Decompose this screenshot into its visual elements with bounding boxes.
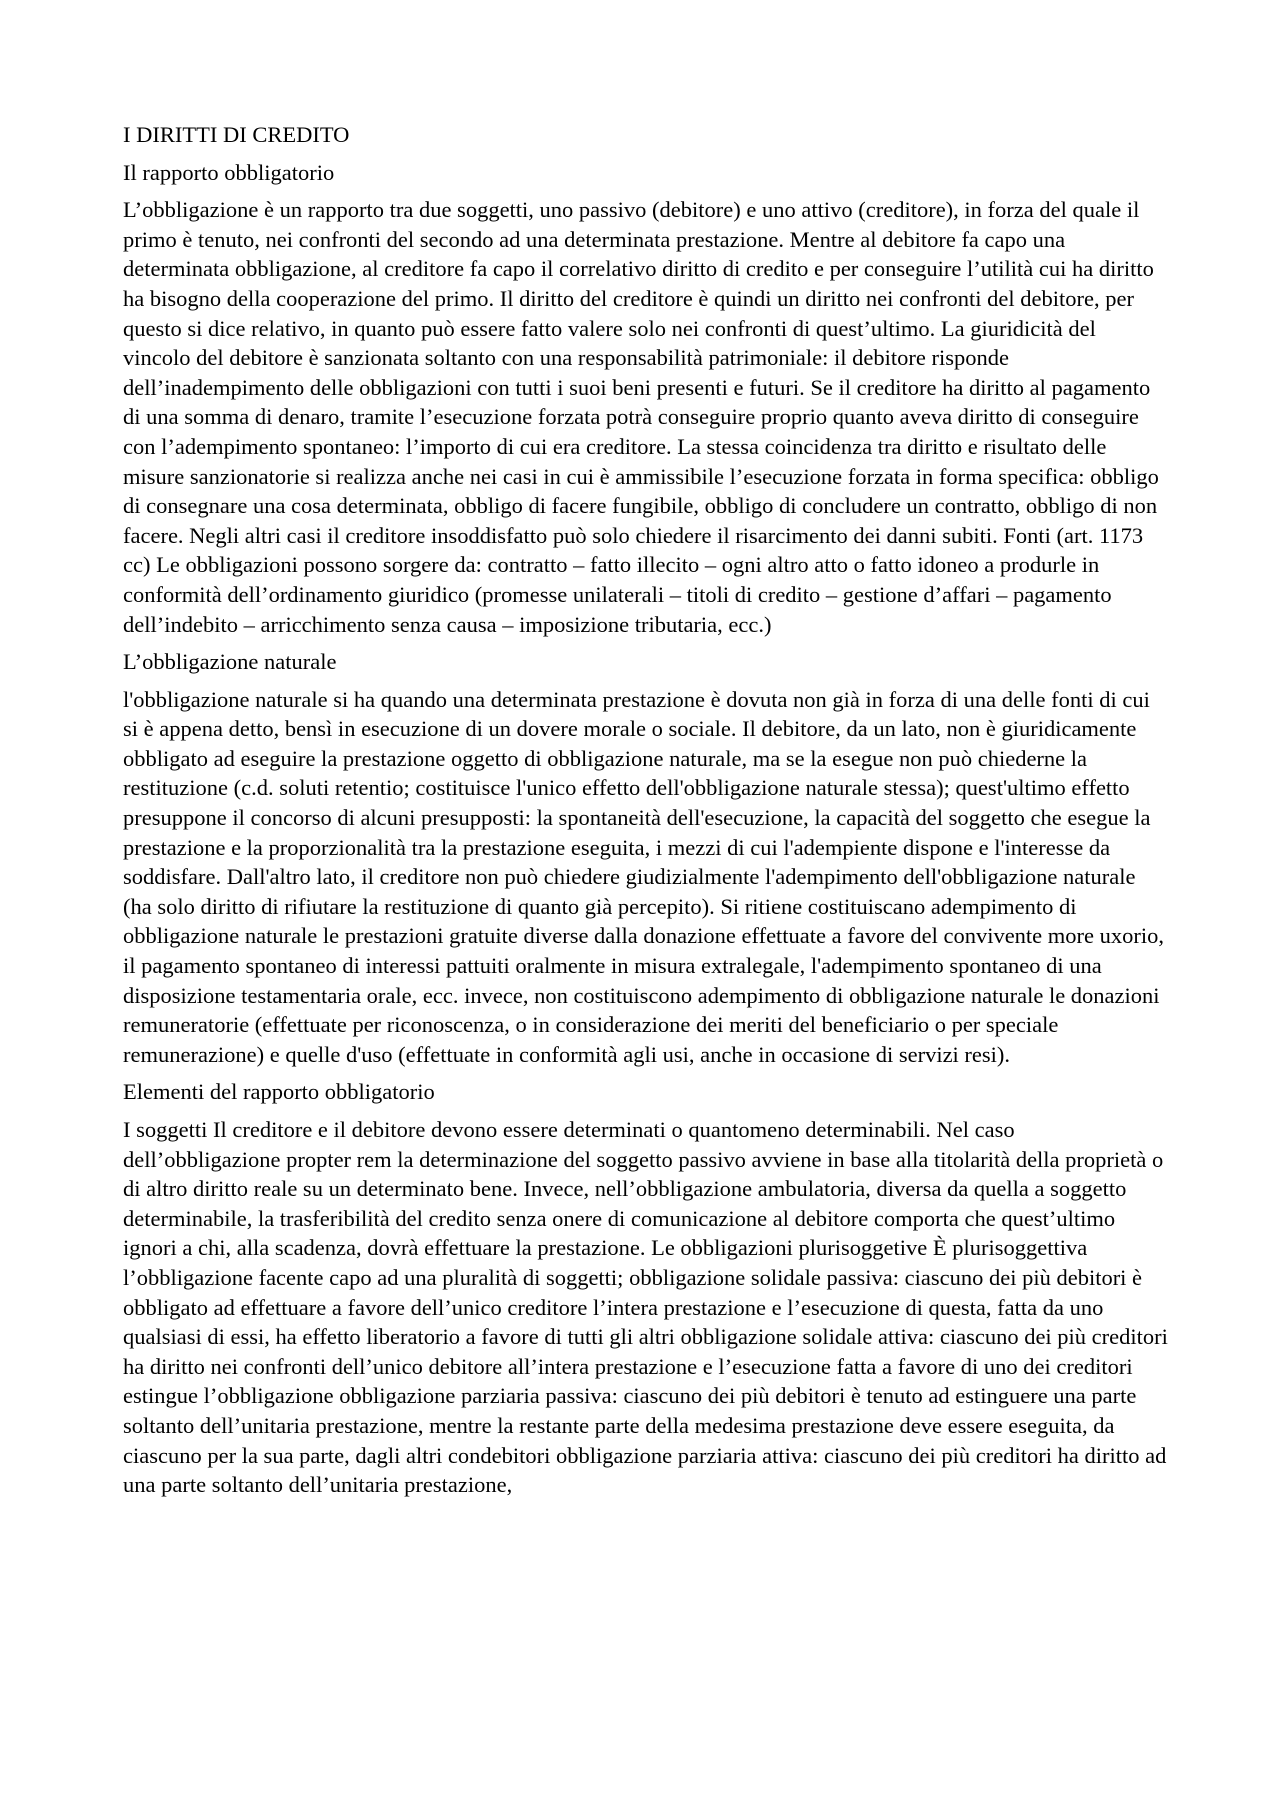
section-body-elementi-rapporto: I soggetti Il creditore e il debitore devono essere determinati o quantomeno determinabili. Nel caso dell’obbligazione propter rem la determinazione del soggetto passivo avviene in base alla titolarità della proprietà o di altro diritto reale su un determinato bene. Invece, nell’obbligazione ambulatoria, diversa da quella a soggetto determinabile, la trasferibilità del credito senza onere di comunicazione al debitore comporta che quest’ultimo ignori a chi, alla scadenza, dovrà effettuare la prestazione. Le obbligazioni plurisoggetive È plurisoggettiva l’obbligazione facente capo ad una pluralità di soggetti; obbligazione solidale passiva: ciascuno dei più debitori è obbligato ad effettuare a favore dell’unico creditore l’intera prestazione e l’esecuzione di questa, fatta da uno qualsiasi di essi, ha effetto liberatorio a favore di tutti gli altri obbligazione solidale attiva: ciascuno dei più creditori ha diritto nei confronti dell’unico debitore all’intera prestazione e l’esecuzione fatta a favore di uno dei creditori estingue l’obbligazione obbligazione parziaria passiva: ciascuno dei più debitori è tenuto ad estinguere una parte soltanto dell’unitaria prestazione, mentre la restante parte della medesima prestazione deve essere eseguita, da ciascuno per la sua parte, dagli altri condebitori obbligazione parziaria attiva: ciascuno dei più creditori ha diritto ad una parte soltanto dell’unitaria prestazione,: [123, 1117, 1168, 1498]
section-heading-elementi-rapporto: Elementi del rapporto obbligatorio: [123, 1079, 435, 1105]
document-page: [123, 120, 1168, 1508]
document-title: I DIRITTI DI CREDITO: [123, 122, 350, 147]
section-body-obbligazione-naturale: l'obbligazione naturale si ha quando una determinata prestazione è dovuta non già in forza di una delle fonti di cui si è appena detto, bensì in esecuzione di un dovere morale o sociale. Il debitore, da un lato, non è giuridicamente obbligato ad eseguire la prestazione oggetto di obbligazione naturale, ma se la esegue non può chiederne la restituzione (c.d. soluti retentio; costituisce l'unico effetto dell'obbligazione naturale stessa); quest'ultimo effetto presuppone il concorso di alcuni presupposti: la spontaneità dell'esecuzione, la capacità del soggetto che esegue la prestazione e la proporzionalità tra la prestazione eseguita, i mezzi di cui l'adempiente dispone e l'interesse da soddisfare. Dall'altro lato, il creditore non può chiedere giudizialmente l'adempimento dell'obbligazione naturale (ha solo diritto di rifiutare la restituzione di quanto già percepito). Si ritiene costituiscano adempimento di obbligazione naturale le prestazioni gratuite diverse dalla donazione effettuate a favore del convivente more uxorio, il pagamento spontaneo di interessi pattuiti oralmente in misura extralegale, l'adempimento spontaneo di una disposizione testamentaria orale, ecc. invece, non costituiscono adempimento di obbligazione naturale le donazioni remuneratorie (effettuate per riconoscenza, o in considerazione dei meriti del beneficiario o per speciale remunerazione) e quelle d'uso (effettuate in conformità agli usi, anche in occasione di servizi resi).: [123, 686, 1165, 1067]
section-body-rapporto-obbligatorio: L’obbligazione è un rapporto tra due soggetti, uno passivo (debitore) e uno attivo (creditore), in forza del quale il primo è tenuto, nei confronti del secondo ad una determinata prestazione. Mentre al debitore fa capo una determinata obbligazione, al creditore fa capo il correlativo diritto di credito e per conseguire l’utilità cui ha diritto ha bisogno della cooperazione del primo. Il diritto del creditore è quindi un diritto nei confronti del debitore, per questo si dice relativo, in quanto può essere fatto valere solo nei confronti di quest’ultimo. La giuridicità del vincolo del debitore è sanzionata soltanto con una responsabilità patrimoniale: il debitore risponde dell’inadempimento delle obbligazioni con tutti i suoi beni presenti e futuri. Se il creditore ha diritto al pagamento di una somma di denaro, tramite l’esecuzione forzata potrà conseguire proprio quanto aveva diritto di conseguire con l’adempimento spontaneo: l’importo di cui era creditore. La stessa coincidenza tra diritto e risultato delle misure sanzionatorie si realizza anche nei casi in cui è ammissibile l’esecuzione forzata in forma specifica: obbligo di consegnare una cosa determinata, obbligo di facere fungibile, obbligo di concludere un contratto, obbligo di non facere. Negli altri casi il creditore insoddisfatto può solo chiedere il risarcimento dei danni subiti. Fonti (art. 1173 cc) Le obbligazioni possono sorgere da: contratto – fatto illecito – ogni altro atto o fatto idoneo a produrle in conformità dell’ordinamento giuridico (promesse unilaterali – titoli di credito – gestione d’affari – pagamento dell’indebito – arricchimento senza causa – imposizione tributaria, ecc.): [123, 197, 1159, 637]
section-heading-rapporto-obbligatorio: Il rapporto obbligatorio: [123, 159, 335, 185]
section-heading-obbligazione-naturale: L’obbligazione naturale: [123, 649, 337, 675]
